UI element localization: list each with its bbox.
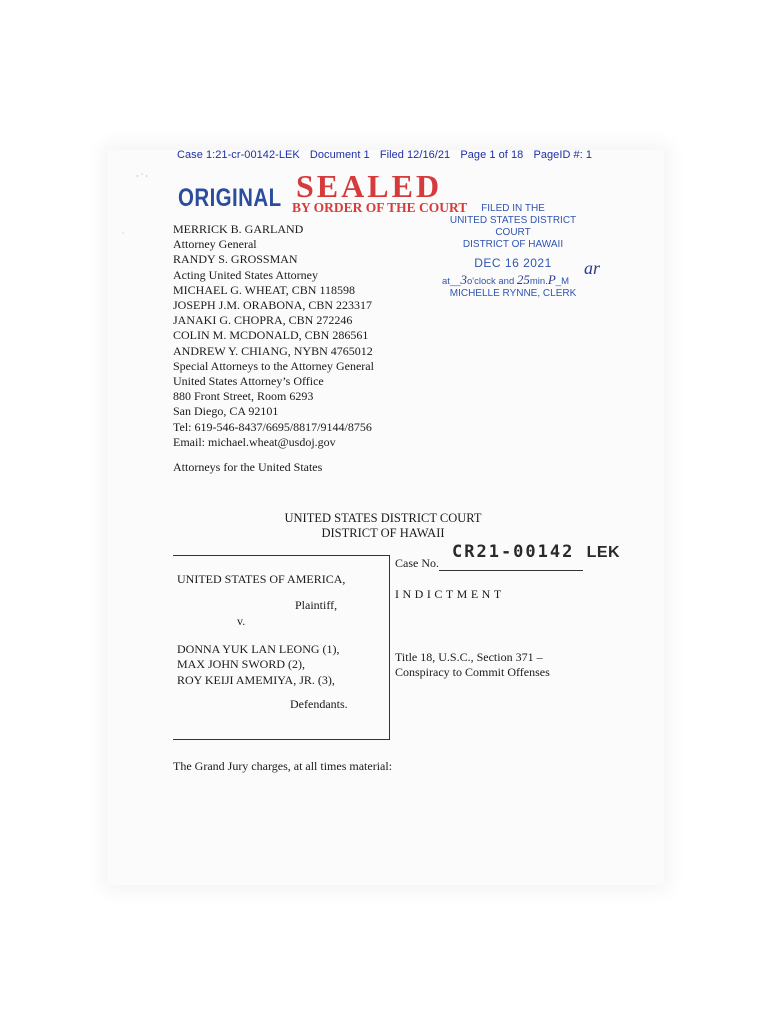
- original-stamp: ORIGINAL: [178, 184, 282, 212]
- ecf-header: [177, 149, 599, 161]
- case-caption: [177, 572, 348, 713]
- filed-meridiem: P: [547, 272, 556, 287]
- court-title: [173, 511, 593, 541]
- clerk-name: MICHELLE RYNNE, CLERK: [449, 288, 577, 299]
- filed-stamp-line: UNITED STATES DISTRICT COURT: [449, 215, 577, 238]
- filed-stamp: [438, 203, 588, 300]
- case-number: CR21-00142: [452, 542, 575, 562]
- filed-time: at__3o'clock and 25min.P_M: [442, 272, 570, 287]
- filed-stamp-line: FILED IN THE: [481, 203, 545, 214]
- plaintiff-name: UNITED STATES OF AMERICA,: [177, 572, 346, 586]
- counsel-line: ANDREW Y. CHIANG, NYBN 4765012: [173, 343, 373, 358]
- counsel-block: [173, 222, 374, 475]
- ecf-page-id: PageID #: 1: [533, 149, 593, 161]
- judge-initials: LEK: [586, 544, 621, 561]
- counsel-line: 880 Front Street, Room 6293: [173, 389, 314, 404]
- counsel-line: Special Attorneys to the Attorney General: [173, 358, 374, 373]
- versus: v.: [237, 614, 246, 628]
- filed-minutes: 25: [516, 272, 530, 287]
- case-number-stamp: [452, 542, 620, 562]
- by-order-stamp: BY ORDER OF THE COURT: [292, 200, 468, 215]
- court-name: UNITED STATES DISTRICT COURT: [284, 511, 482, 525]
- filed-date: DEC 16 2021: [474, 256, 552, 270]
- court-district: DISTRICT OF HAWAII: [321, 526, 445, 540]
- defendant-list: [177, 642, 348, 689]
- ecf-filed: Filed 12/16/21: [379, 149, 451, 161]
- defendant-name: ROY KEIJI AMEMIYA, JR. (3),: [177, 672, 335, 687]
- statute-block: [395, 650, 550, 680]
- scan-artifact: · ˙ ·: [136, 172, 148, 181]
- defendant-name: MAX JOHN SWORD (2),: [177, 657, 305, 671]
- counsel-line: JANAKI G. CHOPRA, CBN 272246: [173, 313, 353, 328]
- scan-artifact: ˎ: [122, 226, 125, 234]
- counsel-line: Acting United States Attorney: [173, 267, 318, 282]
- filed-stamp-line: DISTRICT OF HAWAII: [462, 239, 564, 250]
- filed-hour: 3: [460, 272, 468, 287]
- counsel-line: MICHAEL G. WHEAT, CBN 118598: [173, 282, 355, 297]
- case-no-label: Case No.: [395, 556, 439, 570]
- counsel-line: Tel: 619-546-8437/6695/8817/9144/8756: [173, 419, 372, 434]
- counsel-line: Email: michael.wheat@usdoj.gov: [173, 434, 336, 449]
- ecf-case: Case 1:21-cr-00142-LEK: [177, 149, 300, 161]
- counsel-line: San Diego, CA 92101: [173, 404, 279, 419]
- sealed-stamp: SEALED: [296, 168, 443, 204]
- plaintiff-label: Plaintiff,: [295, 597, 338, 612]
- counsel-line: COLIN M. MCDONALD, CBN 286561: [173, 328, 369, 343]
- counsel-line: MERRICK B. GARLAND: [173, 222, 304, 236]
- counsel-line: JOSEPH J.M. ORABONA, CBN 223317: [173, 298, 373, 313]
- counsel-line: United States Attorney’s Office: [173, 374, 324, 389]
- counsel-line: RANDY S. GROSSMAN: [173, 252, 298, 267]
- defendant-name: DONNA YUK LAN LEONG (1),: [177, 641, 340, 656]
- charges-intro: The Grand Jury charges, at all times material:: [173, 759, 393, 773]
- ecf-page: Page 1 of 18: [460, 149, 524, 161]
- counsel-line: Attorney General: [173, 237, 257, 252]
- ecf-document: Document 1: [309, 149, 370, 161]
- attorneys-for: Attorneys for the United States: [173, 460, 323, 475]
- defendants-label: Defendants.: [290, 697, 348, 711]
- document-title: INDICTMENT: [395, 587, 505, 601]
- statute-line: Conspiracy to Commit Offenses: [395, 665, 550, 679]
- statute-line: Title 18, U.S.C., Section 371 –: [395, 650, 543, 664]
- clerk-initials: ar: [584, 258, 601, 278]
